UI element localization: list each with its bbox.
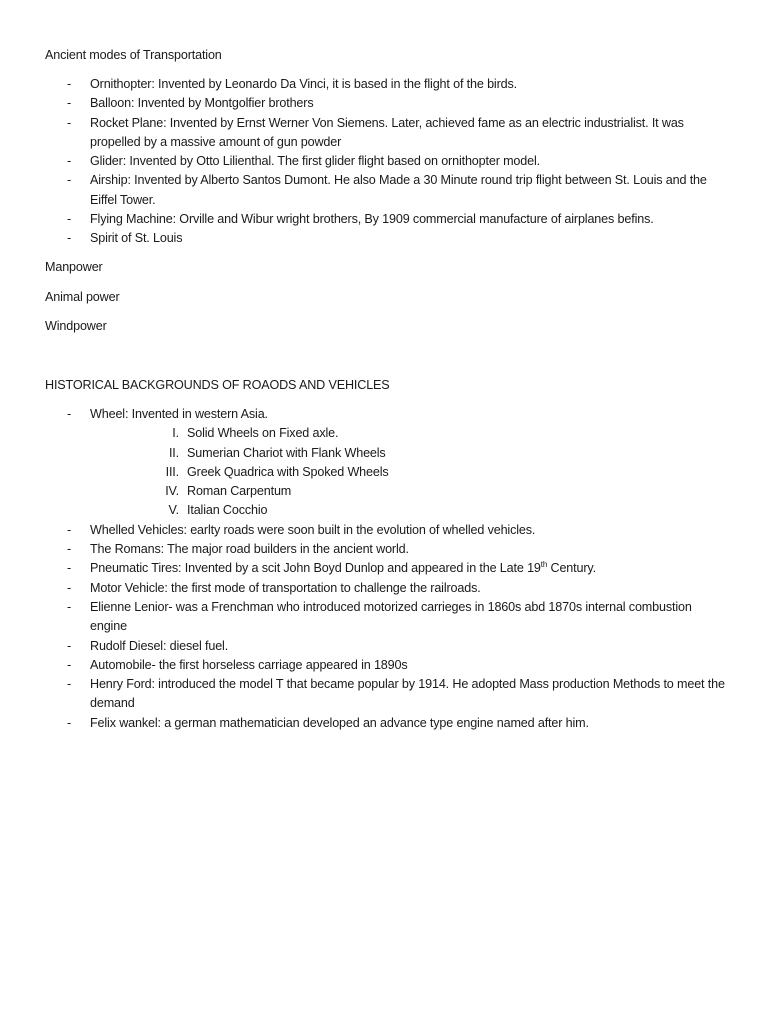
dash-bullet: - — [67, 542, 72, 557]
wheel-type-text: Greek Quadrica with Spoked Wheels — [187, 464, 389, 479]
list-item — [45, 656, 725, 675]
list-item — [45, 405, 725, 424]
list-item — [45, 75, 725, 94]
list-item-text: Elienne Lenior- was a Frenchman who introduced motorized carrieges in 1860s abd 1870s internal combustion engine — [90, 599, 692, 634]
list-item-text: Felix wankel: a german mathematician developed an advance type engine named after him. — [90, 715, 589, 730]
list-item — [45, 579, 725, 598]
list-item-text: Rudolf Diesel: diesel fuel. — [90, 638, 229, 653]
list-item-text: Airship: Invented by Alberto Santos Dumont. He also Made a 30 Minute round trip flight between St. Louis and the Eiffel Tower. — [90, 173, 707, 207]
dash-bullet: - — [67, 599, 72, 614]
wheel-type-item — [45, 501, 725, 520]
list-item-text: Automobile- the first horseless carriage appeared in 1890s — [90, 657, 408, 672]
dash-bullet: - — [67, 212, 72, 227]
section-ancient-modes — [45, 46, 725, 65]
roman-numeral: III. — [165, 464, 179, 479]
section-heading-ancient-modes: Ancient modes of Transportation — [45, 48, 222, 62]
superscript-th: th — [540, 560, 548, 570]
power-line-wind-wrap — [45, 317, 725, 336]
list-item-text: Henry Ford: introduced the model T that became popular by 1914. He adopted Mass production Methods to meet the demand — [90, 677, 725, 711]
dash-bullet: - — [67, 677, 72, 692]
ancient-modes-list-wrap — [45, 75, 725, 249]
dash-bullet: - — [67, 154, 72, 169]
list-item — [45, 714, 725, 733]
wheel-type-text: Sumerian Chariot with Flank Wheels — [187, 445, 386, 460]
power-line-animal-wrap — [45, 288, 725, 307]
ancient-modes-list — [45, 75, 725, 249]
list-item-text: The Romans: The major road builders in the ancient world. — [90, 542, 409, 557]
dash-bullet: - — [67, 96, 72, 111]
list-item-text: Motor Vehicle: the first mode of transportation to challenge the railroads. — [90, 580, 481, 595]
power-animal: Animal power — [45, 290, 120, 304]
list-item-text: Ornithopter: Invented by Leonardo Da Vinci, it is based in the flight of the birds. — [90, 77, 517, 91]
wheel-type-text: Roman Carpentum — [187, 484, 292, 499]
dash-bullet: - — [67, 115, 72, 130]
list-item — [45, 210, 725, 229]
list-item — [45, 637, 725, 656]
roman-numeral: IV. — [165, 484, 179, 499]
wheel-type-item — [45, 424, 725, 443]
list-item-text: Whelled Vehicles: earlty roads were soon built in the evolution of whelled vehicles. — [90, 522, 536, 537]
list-item — [45, 521, 725, 540]
dash-bullet: - — [67, 638, 72, 653]
list-item — [45, 171, 725, 210]
roman-numeral: II. — [168, 445, 179, 460]
historical-list-wrap — [45, 405, 725, 733]
power-manpower: Manpower — [45, 260, 103, 274]
dash-bullet: - — [67, 657, 72, 672]
dash-bullet: - — [67, 407, 72, 421]
list-item-text: Wheel: Invented in western Asia. — [90, 407, 268, 421]
dash-bullet: - — [67, 173, 72, 188]
wheel-type-text: Italian Cocchio — [187, 503, 268, 518]
dash-bullet: - — [67, 231, 72, 246]
list-item-text: Balloon: Invented by Montgolfier brothers — [90, 96, 314, 111]
dash-bullet: - — [67, 77, 72, 91]
list-item — [45, 598, 725, 637]
section-historical — [45, 376, 725, 395]
pneumatic-text: Pneumatic Tires: Invented by a scit John Boyd Dunlop and appeared in the Late 19 — [90, 561, 541, 576]
list-item — [45, 229, 725, 248]
list-item-text: Flying Machine: Orville and Wibur wright brothers, By 1909 commercial manufacture of airplanes befins. — [90, 212, 654, 227]
historical-list-continued — [45, 521, 725, 579]
list-item — [45, 114, 725, 153]
power-line-manpower-wrap — [45, 258, 725, 277]
list-item-text: Rocket Plane: Invented by Ernst Werner Von Siemens. Later, achieved fame as an electric industrialist. It was propelled by a massive amount of gun powder — [90, 115, 684, 149]
wheel-type-item — [45, 463, 725, 482]
historical-list — [45, 405, 725, 424]
list-item — [45, 559, 725, 578]
section-heading-historical: HISTORICAL BACKGROUNDS OF ROAODS AND VEHICLES — [45, 378, 390, 392]
list-item — [45, 540, 725, 559]
dash-bullet: - — [67, 580, 72, 595]
historical-list-tail — [45, 579, 725, 733]
dash-bullet: - — [67, 522, 72, 537]
wheel-type-item — [45, 444, 725, 463]
roman-numeral: V. — [168, 503, 179, 518]
roman-numeral: I. — [172, 426, 179, 441]
list-item-text: Glider: Invented by Otto Lilienthal. The first glider flight based on ornithopter model. — [90, 154, 540, 169]
list-item — [45, 675, 725, 714]
pneumatic-text-end: Century. — [547, 561, 596, 576]
wheel-type-item — [45, 482, 725, 501]
list-item — [45, 94, 725, 113]
wheel-type-text: Solid Wheels on Fixed axle. — [187, 426, 339, 441]
power-wind: Windpower — [45, 319, 107, 333]
list-item-text — [90, 561, 596, 575]
wheel-types-list — [45, 424, 725, 520]
dash-bullet: - — [67, 715, 72, 730]
dash-bullet: - — [67, 561, 72, 576]
list-item — [45, 152, 725, 171]
list-item-text: Spirit of St. Louis — [90, 231, 183, 246]
